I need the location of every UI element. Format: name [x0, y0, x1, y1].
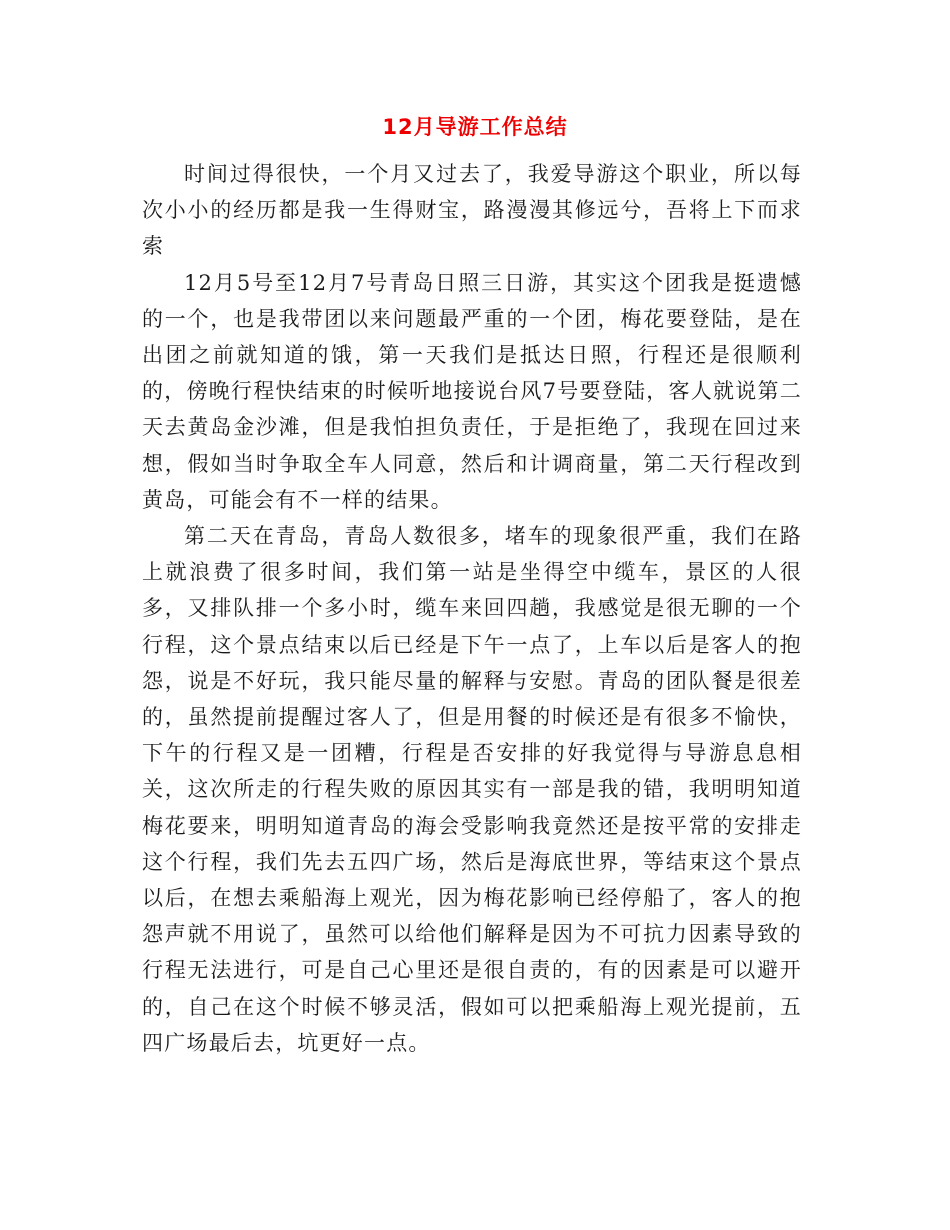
paragraph-2: 12月5号至12月7号青岛日照三日游，其实这个团我是挺遗憾的一个，也是我带团以来问题最严重的一个团，梅花要登陆，是在出团之前就知道的饿，第一天我们是抵达日照，行程还是很顺利的，傍晚行程快结束的时候听地接说台风7号要登陆，客人就说第二天去黄岛金沙滩，但是我怕担负责任，于是拒绝了，我现在回过来想，假如当时争取全车人同意，然后和计调商量，第二天行程改到黄岛，可能会有不一样的结果。 [142, 270, 802, 512]
document-title: 12月导游工作总结 [382, 115, 568, 139]
paragraph-1: 时间过得很快，一个月又过去了，我爱导游这个职业，所以每次小小的经历都是我一生得财宝，路漫漫其修远兮，吾将上下而求索 [142, 162, 802, 259]
paragraph-3: 第二天在青岛，青岛人数很多，堵车的现象很严重，我们在路上就浪费了很多时间，我们第一站是坐得空中缆车，景区的人很多，又排队排一个多小时，缆车来回四趟，我感觉是很无聊的一个行程，这个景点结束以后已经是下午一点了，上车以后是客人的抱怨，说是不好玩，我只能尽量的解释与安慰。青岛的团队餐是很差的，虽然提前提醒过客人了，但是用餐的时候还是有很多不愉快，下午的行程又是一团糟，行程是否安排的好我觉得与导游息息相关，这次所走的行程失败的原因其实有一部是我的错，我明明知道梅花要来，明明知道青岛的海会受影响我竟然还是按平常的安排走这个行程，我们先去五四广场，然后是海底世界，等结束这个景点以后，在想去乘船海上观光，因为梅花影响已经停船了，客人的抱怨声就不用说了，虽然可以给他们解释是因为不可抗力因素导致的行程无法进行，可是自己心里还是很自责的，有的因素是可以避开的，自己在这个时候不够灵活，假如可以把乘船海上观光提前，五四广场最后去，坑更好一点。 [142, 524, 802, 1055]
document-body [142, 156, 802, 1061]
